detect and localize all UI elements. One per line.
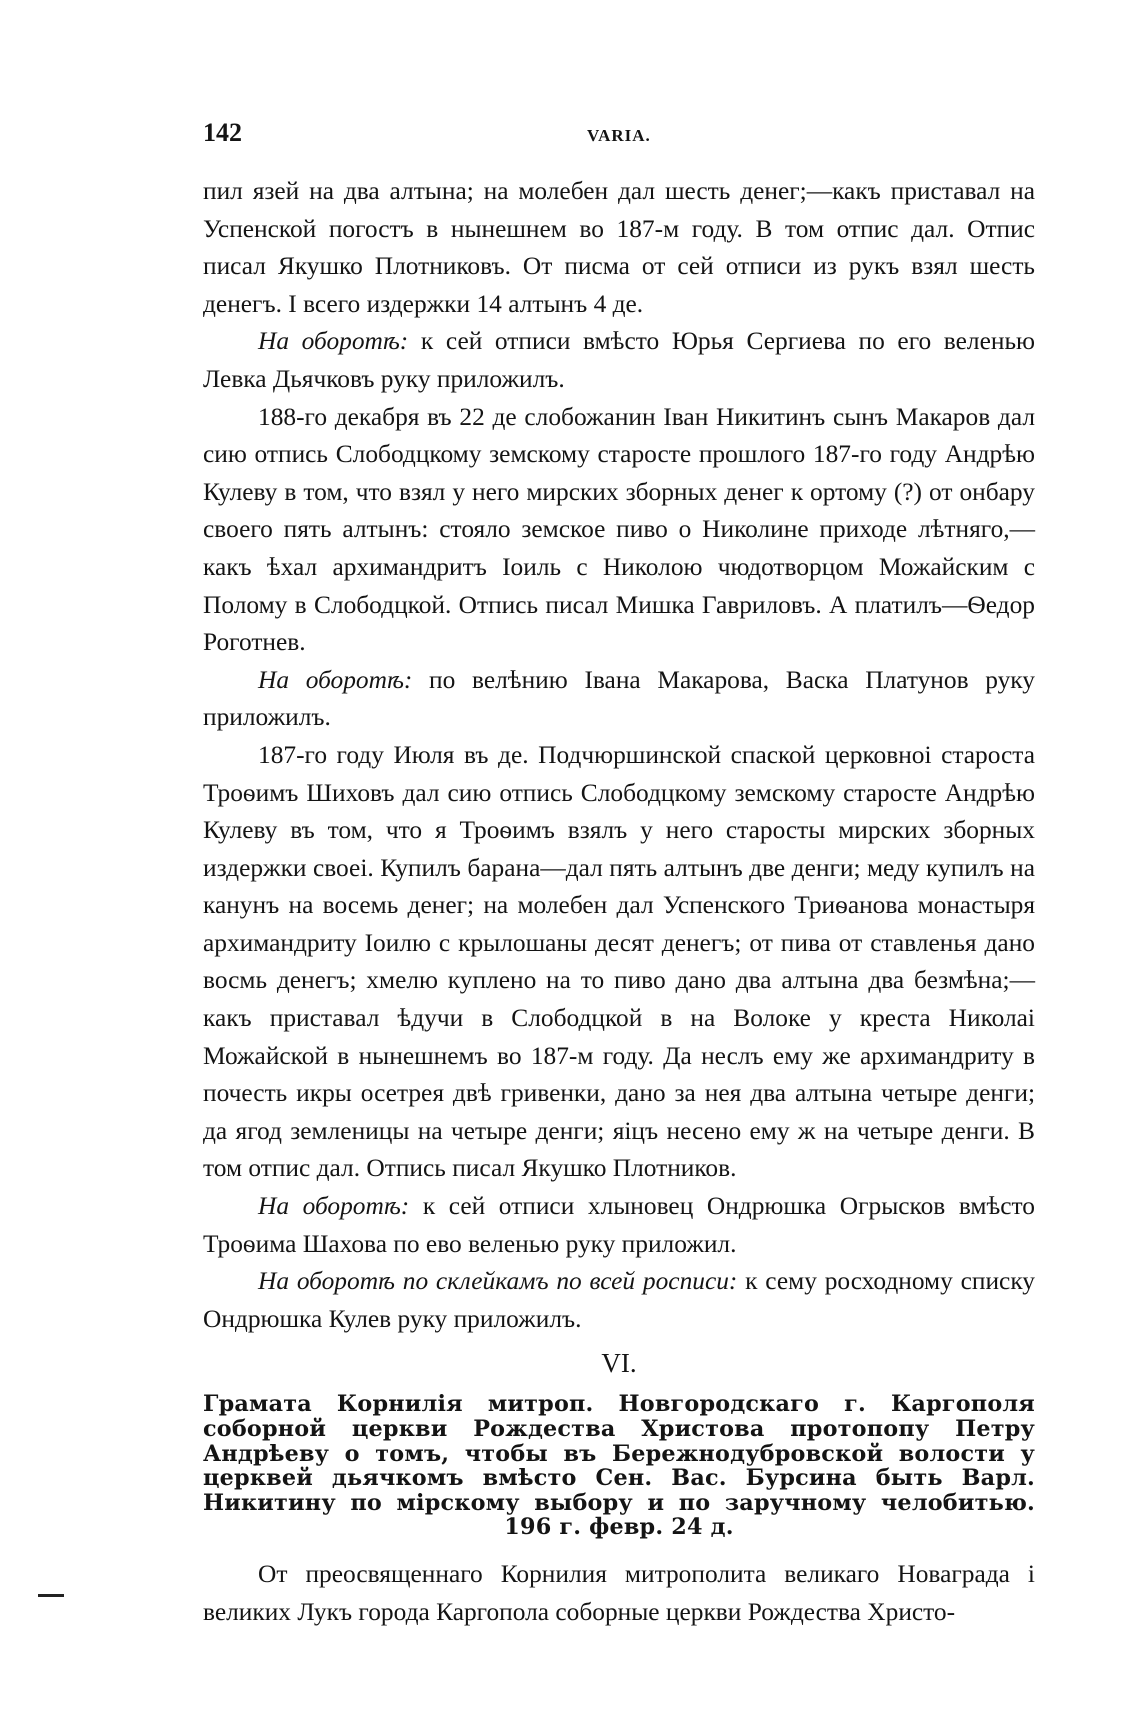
section-body-paragraph: От преосвященнаго Корнилия митрополита великаго Новаграда i великих Лукъ города Каргопола соборные церкви Рождества Христо-: [203, 1559, 1035, 1626]
page-number: 142: [203, 118, 242, 147]
paragraph-6-text: к сей отписи хлыновец Ондрюшка Огрысков вмѣсто Троѳима Шахова по ево веленью руку приложил.: [203, 1192, 1035, 1258]
scan-edge-mark: [38, 1594, 64, 1597]
document-page: [203, 118, 1035, 1631]
verso-note-label: На оборотѣ:: [258, 665, 413, 694]
paragraph-2-text: к сей отписи вмѣсто Юрья Сергиева по его веленью Левка Дьячковъ руку приложилъ.: [203, 327, 1035, 393]
paragraph-4-text: по велѣнию Iвана Макарова, Васка Платунов руку приложилъ.: [203, 665, 1035, 732]
verso-note-label: На оборотѣ по склейкамъ по всей росписи:: [258, 1267, 738, 1296]
paragraph-6: [203, 1188, 1035, 1263]
section-body: [203, 1556, 1035, 1631]
paragraph-7: [203, 1263, 1035, 1338]
main-text: [203, 173, 1035, 1338]
paragraph-7-text: к сему росходному списку Ондрюшка Кулев руку приложилъ.: [203, 1267, 1035, 1333]
section-title: Грамата Корнилія митроп. Новгородскаго г. Каргополя соборной церкви Рождества Христова протопопу Петру Андрѣеву о томъ, чтобы въ Бережнодубровской волости у церквей дьячкомъ вмѣсто Сен. Вас. Бурсина быть Варл. Никитину по мірскому выбору и по заручному челобитью. 196 г. февр. 24 д.: [203, 1391, 1035, 1541]
paragraph-5: 187-го году Июля въ де. Подчюршинской спаской церковноi староста Троѳимъ Шиховъ дал сию отпись Слободцкому земскому старосте Андрѣю Кулеву въ том, что я Троѳимъ взялъ у него старосты мирских зборных издержки своеi. Купилъ барана—дал пять алтынъ две денги; меду купилъ на канунъ на восемь денег; на молебен дал Успенского Триѳанова монастыря архимандриту Iоилю с крылошаны десят денегъ; от пива от ставленья дано восмь денегъ; хмелю куплено на то пиво дано два алтына два безмѣна;—какъ приставал ѣдучи в Слободцкой в на Волоке у креста Николаi Можайской в нынешнемъ во 187-м году. Да неслъ ему же архимандриту в почесть икры осетрея двѣ гривенки, дано за нея два алтына четыре денги; да ягод земленицы на четыре денги; яiцъ несено ему ж на четыре денги. В том отпис дал. Отпись писал Якушко Плотников.: [203, 740, 1035, 1183]
verso-note-label: На оборотѣ:: [258, 327, 409, 356]
section-number: VI.: [601, 1348, 637, 1379]
paragraph-1: пил язей на два алтына; на молебен дал шесть денег;—какъ приставал на Успенской погостъ в нынешнем во 187-м году. В том отпис дал. Отпис писал Якушко Плотниковъ. От писма от сей отписи из рукъ взял шесть денегъ. I всего издержки 14 алтынъ 4 де.: [203, 177, 1035, 318]
running-title: VARIA.: [587, 126, 651, 145]
paragraph-2: [203, 323, 1035, 398]
paragraph-3: 188-го декабря въ 22 де слобожанин Iван Никитинъ сынъ Макаров дал сию отпись Слободцкому земскому старосте прошлого 187-го году Андрѣю Кулеву в том, что взял у него мирских зборных денег к ортому (?) от онбару своего пять алтынъ: стояло земское пиво о Николине приходе лѣтняго,—какъ ѣхал архимандритъ Iоиль с Николою чюдотворцом Можайским с Полому в Слободцкой. Отпись писал Мишка Гавриловъ. А платилъ—Ѳедор Роготнев.: [203, 402, 1035, 657]
page-header: [203, 118, 1035, 158]
verso-note-label: На оборотѣ:: [258, 1192, 410, 1221]
paragraph-4: [203, 662, 1035, 737]
